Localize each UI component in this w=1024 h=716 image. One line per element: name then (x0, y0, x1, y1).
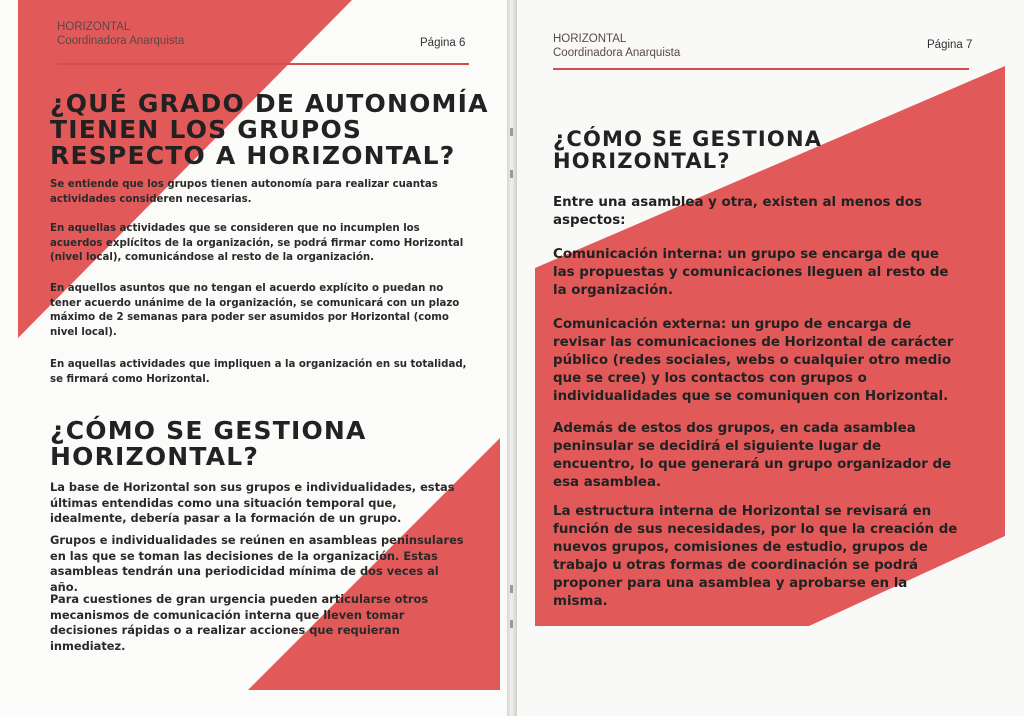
page-number: Página 6 (420, 37, 466, 49)
spine-stitch (510, 620, 513, 628)
title-line: TIENEN LOS GRUPOS (50, 115, 363, 144)
header-org-name: HORIZONTAL (553, 33, 627, 45)
paragraph: La base de Horizontal son sus grupos e individualidades, estas últimas entendidas como una situación temporal que, idealmente, debería pasar a la formación de un grupo. (50, 480, 455, 526)
book-spine (507, 0, 517, 716)
section-title-management (50, 418, 367, 470)
right-page (517, 0, 1024, 716)
title-line: ¿CÓMO SE GESTIONA (50, 416, 367, 445)
paragraph: La estructura interna de Horizontal se revisará en función de sus necesidades, por lo que la creación de nuevos grupos, comisiones de estudio, grupos de trabajo u otras formas de coordinación se podrá proponer para una asamblea y aprobarse en la misma. (553, 504, 958, 609)
left-page (0, 0, 507, 716)
paragraph: Se entiende que los grupos tienen autonomía para realizar cuantas actividades consideren necesarias. (50, 179, 438, 205)
paragraph: Además de estos dos grupos, en cada asamblea peninsular se decidirá el siguiente lugar de encuentro, lo que generará un grupo organizador de esa asamblea. (553, 421, 952, 490)
page-number: Página 7 (927, 39, 973, 51)
spine-stitch (510, 585, 513, 593)
title-line: ¿QUÉ GRADO DE AUTONOMÍA (50, 89, 489, 118)
paragraph: Comunicación interna: un grupo se encarga de que las propuestas y comunicaciones lleguen al resto de la organización. (553, 247, 949, 298)
header-org-name: HORIZONTAL (57, 21, 131, 33)
header-rule (57, 63, 469, 65)
paragraph: Comunicación externa: un grupo de encarga de revisar las comunicaciones de Horizontal de carácter público (redes sociales, webs o cualquier otro medio que se cree) y los contactos con grupos o individualidades que se comuniquen con Horizontal. (553, 317, 954, 404)
paragraph: En aquellas actividades que impliquen a la organización en su totalidad, se firmará como Horizontal. (50, 359, 467, 385)
title-line: ¿CÓMO SE GESTIONA (553, 127, 823, 151)
paragraph: En aquellos asuntos que no tengan el acuerdo explícito o puedan no tener acuerdo unánime de la organización, se comunicará con un plazo máximo de 2 semanas para poder ser asumidos por Horizontal (como nivel local). (50, 283, 460, 338)
spine-stitch (510, 128, 513, 136)
title-line: HORIZONTAL? (50, 442, 260, 471)
spine-stitch (510, 170, 513, 178)
paragraph: Para cuestiones de gran urgencia pueden articularse otros mecanismos de comunicación interna que lleven tomar decisiones rápidas o a realizar acciones que requieran inmediatez. (50, 592, 429, 653)
title-line: HORIZONTAL? (553, 148, 731, 173)
paragraph: Entre una asamblea y otra, existen al menos dos aspectos: (553, 195, 922, 228)
header-org (553, 32, 680, 60)
section-title-management (553, 129, 822, 173)
title-line: RESPECTO A HORIZONTAL? (50, 141, 456, 170)
header-org-subtitle: Coordinadora Anarquista (553, 47, 681, 59)
section-title-autonomy (50, 91, 489, 169)
header-rule (553, 68, 969, 70)
header-org-subtitle: Coordinadora Anarquista (57, 35, 185, 47)
header-org (57, 20, 184, 48)
paragraph: Grupos e individualidades se reúnen en asambleas peninsulares en las que se toman las decisiones de la organización. Estas asambleas tendrán una periodicidad mínima de dos veces al año. (50, 533, 464, 594)
paragraph: En aquellas actividades que se consideren que no incumplen los acuerdos explícitos de la organización, se podrá firmar como Horizontal (nivel local), comunicándose al resto de la organización. (50, 223, 464, 263)
